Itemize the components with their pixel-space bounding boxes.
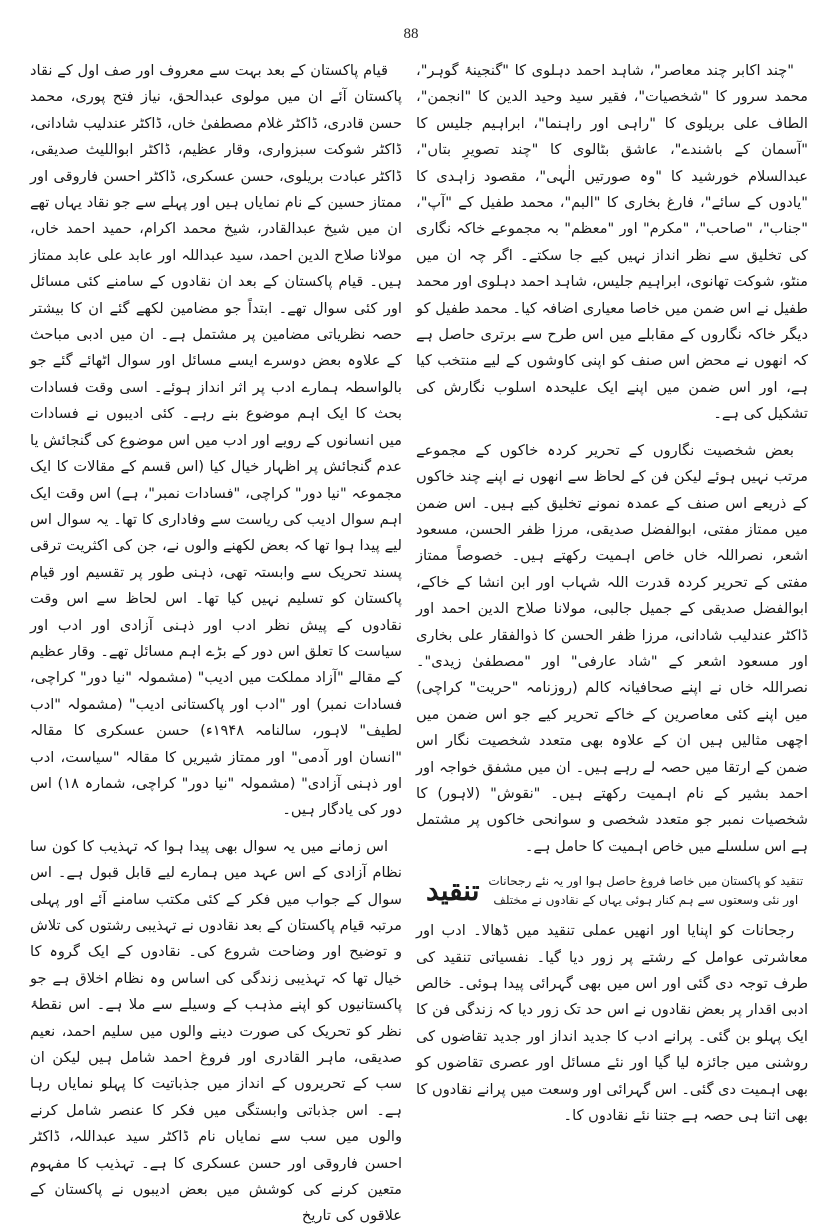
section-lead-text: تنقید کو پاکستان میں خاصا فروغ حاصل ہوا اور یہ نئے رجحانات اور نئی وسعتوں سے ہم کنار ہوئی یہاں کے نقادوں نے مختلف [488, 874, 804, 908]
left-column [30, 58, 403, 1225]
paragraph-culture-question: اس زمانے میں یہ سوال بھی پیدا ہوا کہ تہذیب کا کون سا نظام آزادی کے اس عہد میں ہمارے لیے قابل قبول ہے۔ اس سوال کے جواب میں فکر کے کئی مکتب سامنے آئے اور پہلی مرتبہ قیام پاکستان کے بعد نقادوں نے تہذیبی رشتوں کی تلاش و توضیح اور وضاحت شروع کی۔ نقادوں کے ایک گروہ کا خیال تھا کہ تہذیبی زندگی کی اساس وہ نظام اخلاق ہے جو پاکستانیوں کو اپنے مذہب کے وسیلے سے ملا ہے۔ اس نقطۂ نظر کو تحریک کی صورت دینے والوں میں سلیم احمد، نعیم صدیقی، ماہر القادری اور فروغ احمد شامل ہیں لیکن ان سب کے تحریروں کے انداز میں جذباتیت کا پہلو نمایاں رہا ہے۔ اس جذباتی وابستگی میں فکر کا عنصر شامل کرنے والوں میں سب سے نمایاں نام ڈاکٹر سید عبداللہ، ڈاکٹر احسن فاروقی اور حسن عسکری کا ہے۔ تہذیب کا مفہوم متعین کرنے کی کوشش میں بعض ادیبوں نے پاکستان کے علاقوں کی تاریخ [30, 837, 402, 1225]
paragraph-sketch-collections: "چند اکابر چند معاصر"، شاہد احمد دہلوی کا "گنجینۂ گوہر"، محمد سرور کا "شخصیات"، فقیر سید وحید الدین کا "انجمن"، الطاف علی بریلوی کا "راہی اور راہنما"، ابراہیم جلیس کا "آسمان کے باشندے"، عاشق بٹالوی کا "چند تصویرِ بتاں"، عبدالسلام خورشید کا "وہ صورتیں الٰہی"، مقصود زاہدی کا "یادوں کے سائے"، فارغ بخاری کا "البم"، محمد طفیل کے "آپ"، "جناب"، "صاحب"، "مکرم" اور "معظم" بہ مجموعے خاکہ نگاری کی تخلیق سے نظر انداز نہیں کیے جا سکتے۔ اگر چہ ان میں منٹو، شوکت تھانوی، ابراہیم جلیس، شاہد احمد دہلوی اور محمد طفیل نے اس ضمن میں خاصا معیاری اضافہ کیا۔ محمد طفیل کو دیگر خاکہ نگاروں کے مقابلے میں اس طرح سے برتری حاصل ہے کہ انھوں نے محض اس صنف کو اپنی کاوشوں کے لیے منتخب کیا ہے، اور اس ضمن میں اپنے ایک علیحدہ اسلوب نگارش کی تشکیل کی ہے۔ [416, 62, 808, 423]
section-title: تنقید [426, 874, 480, 908]
right-column [416, 58, 808, 1125]
paragraph-critics-after-partition: قیام پاکستان کے بعد بہت سے معروف اور صف اول کے نقاد پاکستان آئے ان میں مولوی عبدالحق، نیاز فتح پوری، محمد حسن قادری، ڈاکٹر غلام مصطفیٰ خاں، ڈاکٹر عندلیب شادانی، ڈاکٹر شوکت سبزواری، وقار عظیم، ڈاکٹر ابواللیث صدیقی، ڈاکٹر عبادت بریلوی، حسن عسکری، ڈاکٹر احسن فاروقی اور ممتاز حسین کے نام نمایاں ہیں اور پہلے سے جو نقاد یہاں تھے ان میں شیخ عبدالقادر، شیخ محمد اکرام، حمید احمد خاں، مولانا صلاح الدین احمد، سید عبداللہ اور عابد علی عابد ممتاز ہیں۔ قیام پاکستان کے بعد ان نقادوں کے سامنے کئی مسائل اور کئی سوال تھے۔ ابتداً جو مضامین لکھے گئے ان کا بیشتر حصہ نظریاتی مضامین پر مشتمل ہے۔ ان میں ادبی مباحث کے علاوہ بعض دوسرے ایسے مسائل اور سوال اٹھائے گئے جو بالواسطہ ہمارے ادب پر اثر انداز ہوئے۔ اسی وقت فسادات بحث کا ایک اہم موضوع بنے رہے۔ کئی ادیبوں نے فسادات میں انسانوں کے رویے اور ادب میں اس موضوع کی گنجائش یا عدم گنجائش پر اظہار خیال کیا (اس قسم کے مقالات کا ایک مجموعہ "نیا دور" کراچی، "فسادات نمبر"، ہے) اس وقت ایک اہم سوال ادیب کی ریاست سے وفاداری کا تھا۔ یہ سوال اس لیے پیدا ہوا تھا کہ بعض لکھنے والوں نے، جن کی اکثریت ترقی پسند تحریک سے وابستہ تھی، ذہنی طور پر تقسیم اور قیام پاکستان کو تسلیم نہیں کیا تھا۔ اس لحاظ سے اس وقت نقادوں کے پیش نظر ادب اور ذہنی آزادی اور ادب اور سیاست کا تعلق اس دور کے بڑے اہم مسائل تھے۔ وقار عظیم کے مقالے "آزاد مملکت میں ادیب" (مشمولہ "نیا دور" کراچی، فسادات نمبر) اور "ادب اور پاکستانی ادیب" (مشمولہ "ادب لطیف" لاہور، سالنامہ ۱۹۴۸ء) حسن عسکری کا مقالہ "انسان اور آدمی" اور ممتاز شیریں کا مقالہ "سیاست، ادب اور ذہنی آزادی" (مشمولہ "نیا دور" کراچی، شمارہ ۱۸) اس دور کی یادگار ہیں۔ [30, 62, 403, 819]
section-header-criticism [416, 872, 808, 910]
paragraph-criticism-trends: رجحانات کو اپنایا اور انھیں عملی تنقید میں ڈھالا۔ ادب اور معاشرتی عوامل کے رشتے پر زور دیا گیا۔ نفسیاتی تنقید کی طرف توجہ دی گئی اور اس میں بھی گہرائی پیدا ہوئی۔ خالص ادبی اقدار پر بعض نقادوں نے اس حد تک زور دیا کہ زندگی فن کا ایک پہلو بن گئی۔ پرانے ادب کا جدید انداز اور جدید تقاضوں کی روشنی میں جائزہ لیا گیا اور نئے مسائل اور عصری تقاضوں کو بھی اہمیت دی گئی۔ اس گہرائی اور وسعت میں پرانے نقادوں کا بھی اتنا ہی حصہ ہے جتنا نئے نقادوں کا۔ [416, 922, 808, 1125]
paragraph-uncollected-sketches: بعض شخصیت نگاروں کے تحریر کردہ خاکوں کے مجموعے مرتب نہیں ہوئے لیکن فن کے لحاظ سے انھوں نے اپنے چند خاکوں کے ذریعے اس صنف کے عمدہ نمونے تخلیق کیے ہیں۔ اس ضمن میں ممتاز مفتی، ابوالفضل صدیقی، مرزا ظفر الحسن، مسعود اشعر، نصراللہ خاں خاص اہمیت رکھتے ہیں۔ خصوصاً ممتاز مفتی کے تحریر کردہ قدرت اللہ شہاب اور ابن انشا کے خاکے، ابوالفضل صدیقی کے جمیل جالبی، مولانا صلاح الدین احمد اور ڈاکٹر عندلیب شادانی، مرزا ظفر الحسن کا ذوالفقار علی بخاری اور مسعود اشعر کے "شاد عارفی" اور "مصطفیٰ زیدی"۔ نصراللہ خاں نے اپنے صحافیانہ کالم (روزنامہ "حریت" کراچی) میں اپنے کئی معاصرین کے خاکے تحریر کیے جو اس ضمن میں اچھی مثالیں ہیں ان کے علاوہ بھی متعدد شخصیت نگار اس ضمن کے ارتقا میں حصہ لے رہے ہیں۔ ان میں مشفق خواجہ اور احمد بشیر کے نام اہمیت رکھتے ہیں۔ "نقوش" (لاہور) کا شخصیات نمبر جو متعدد شخصی و سوانحی خاکوں پر مشتمل ہے اس سلسلے میں خاص اہمیت کا حامل ہے۔ [416, 441, 808, 855]
page-number: 88 [403, 26, 419, 42]
